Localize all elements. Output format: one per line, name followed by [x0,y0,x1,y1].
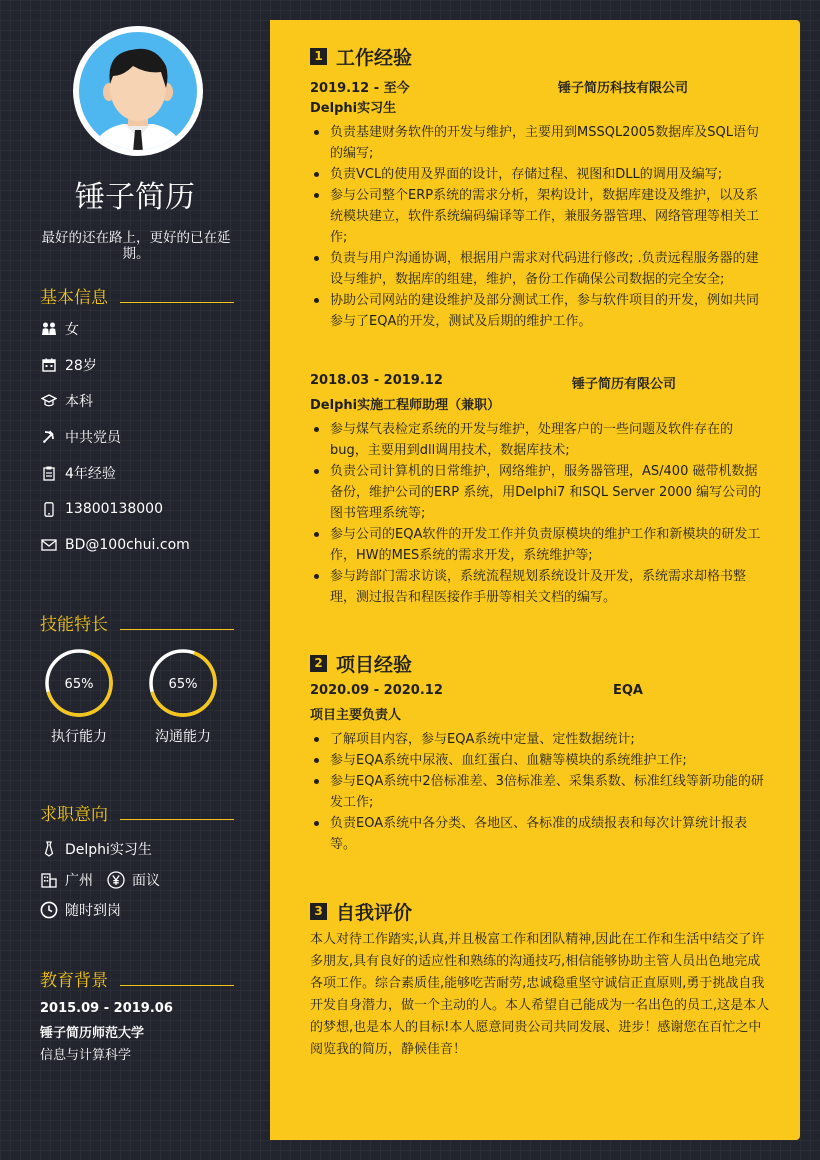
age-value: 28岁 [65,358,97,374]
graduation-cap-icon [40,392,58,410]
job-role: Delphi实施工程师助理（兼职） [310,398,501,413]
motto: 最好的还在路上，更好的已在延期。 [41,230,231,262]
project-header [310,683,770,701]
self-eval-title: 自我评价 [336,902,413,924]
projects-heading [310,650,412,677]
job-duties-list [310,122,770,332]
main-panel [270,20,800,1140]
list-item: 参与煤气表检定系统的开发与维护，处理客户的一些问题及软件存在的bug，主要用到dll调用技术，数据库技术; [310,419,770,461]
hammer-sickle-icon [40,428,58,446]
education-school: 锤子简历师范大学 [40,1026,145,1041]
work-heading [310,43,412,70]
job-intent-heading [40,800,234,824]
gender-value: 女 [65,322,79,338]
list-item: 参与EQA系统中尿液、血红蛋白、血糖等模块的系统维护工作; [310,750,770,771]
skills-title: 技能特长 [40,615,108,635]
list-item: 参与跨部门需求访谈，系统流程规划系统设计及开发，系统需求却格书整理，测过报告和程医接作手册等相关文档的编写。 [310,566,770,608]
section-rule [120,629,234,630]
job-company: 锤子简历科技有限公司 [558,81,689,96]
project-date: 2020.09 - 2020.12 [310,683,443,698]
basic-info-title: 基本信息 [40,288,108,308]
list-item: 负责公司计算机的日常维护，网络维护，服务器管理，AS/400 磁带机数据备份，维护公司的ERP 系统，用Delphi7 和SQL Server 2000 编写公司的图书管理系统等; [310,461,770,524]
avatar-illustration [73,26,203,156]
calendar-icon [40,356,58,374]
job-duties-list [310,419,770,608]
skill-progress-ring [148,648,218,718]
experience-value: 4年经验 [65,466,116,482]
job-company: 锤子简历有限公司 [572,377,677,392]
skill-label: 执行能力 [51,729,107,745]
self-eval-text: 本人对待工作踏实,认真,并且极富工作和团队精神,因此在工作和生活中结交了许多朋友,具有良好的适应性和熟练的沟通技巧,相信能够协助主管人员出色地完成各项工作。综合素质佳,能够吃苦耐劳,忠诚稳重坚守诚信正直原则,勇于挑战自我开发自身潜力，做一个主动的人。本人希望自己能成为一名出色的员工,这是本人的梦想,也是本人的目标!本人愿意同贵公司共同发展、进步！感谢您在百忙之中阅览我的简历，静候佳音！ [310,932,770,1057]
tie-icon [40,840,58,858]
list-item: 参与公司的EQA软件的开发工作并负责原模块的维护工作和新模块的研发工作，HW的MES系统的需求开发，系统维护等; [310,524,770,566]
sidebar [0,0,270,1160]
city-salary-row [40,870,160,890]
section-rule [120,302,234,303]
age-row [40,355,97,375]
project-name: EQA [613,683,643,698]
email-value[interactable]: BD@100chui.com [65,537,190,553]
yen-circle-icon [107,871,125,889]
clipboard-icon [40,464,58,482]
list-item: 参与EQA系统中2倍标准差、3倍标准差、采集系数、标准红线等新功能的研发工作; [310,771,770,813]
job-header [310,373,770,391]
skill-percent: 65% [64,677,94,692]
education-heading [40,966,234,990]
phone-value[interactable]: 13800138000 [65,501,163,517]
salary-value: 面议 [132,873,160,889]
job-role: Delphi实习生 [310,101,397,116]
politics-value: 中共党员 [65,430,121,446]
projects-title: 项目经验 [336,654,413,676]
skill-progress-ring [44,648,114,718]
position-row [40,839,152,859]
list-item: 负责EOA系统中各分类、各地区、各标准的成绩报表和每次计算统计报表等。 [310,813,770,855]
position-value: Delphi实习生 [65,842,152,858]
job-header [310,77,770,95]
email-row [40,535,190,555]
education-major: 信息与计算科学 [40,1048,132,1063]
availability-row [40,900,121,920]
users-icon [40,320,58,338]
list-item: 了解项目内容，参与EQA系统中定量、定性数据统计; [310,729,770,750]
education-level-value: 本科 [65,394,93,410]
clock-icon [40,901,58,919]
project-role: 项目主要负责人 [310,708,402,723]
self-eval-heading [310,898,412,925]
envelope-icon [40,536,58,554]
avatar [73,26,203,156]
section-number-badge: 1 [310,48,327,65]
section-number-badge: 2 [310,655,327,672]
skill-label: 沟通能力 [155,729,211,745]
education-title: 教育背景 [40,971,108,991]
mobile-phone-icon [40,500,58,518]
phone-row [40,499,163,519]
building-icon [40,871,58,889]
skills-heading [40,610,234,634]
list-item: 协助公司网站的建设维护及部分测试工作，参与软件项目的开发，例如共同参与了EQA的开发，测试及后期的维护工作。 [310,290,770,332]
section-rule [120,819,234,820]
list-item: 负责基建财务软件的开发与维护，主要用到MSSQL2005数据库及SQL语句的编写; [310,122,770,164]
job-date: 2019.12 - 至今 [310,81,410,96]
list-item: 参与公司整个ERP系统的需求分析，架构设计，数据库建设及维护，以及系统模块建立，软件系统编码编译等工作，兼服务器管理、网络管理等相关工作; [310,185,770,248]
education-date: 2015.09 - 2019.06 [40,1001,173,1016]
job-date: 2018.03 - 2019.12 [310,373,443,388]
resume-name: 锤子简历 [75,180,195,215]
education-level-row [40,391,93,411]
gender-row [40,319,79,339]
skill-percent: 65% [168,677,198,692]
list-item: 负责VCL的使用及界面的设计，存储过程、视图和DLL的调用及编写; [310,164,770,185]
section-number-badge: 3 [310,903,327,920]
experience-row [40,463,116,483]
politics-row [40,427,121,447]
job-intent-title: 求职意向 [40,805,108,825]
availability-value: 随时到岗 [65,903,121,919]
list-item: 负责与用户沟通协调，根据用户需求对代码进行修改; .负责远程服务器的建设与维护，数据库的组建，维护，备份工作确保公司数据的完全安全; [310,248,770,290]
basic-info-heading [40,283,234,307]
work-title: 工作经验 [336,47,413,69]
project-duties-list [310,729,770,855]
section-rule [120,985,234,986]
city-value: 广州 [65,873,93,889]
